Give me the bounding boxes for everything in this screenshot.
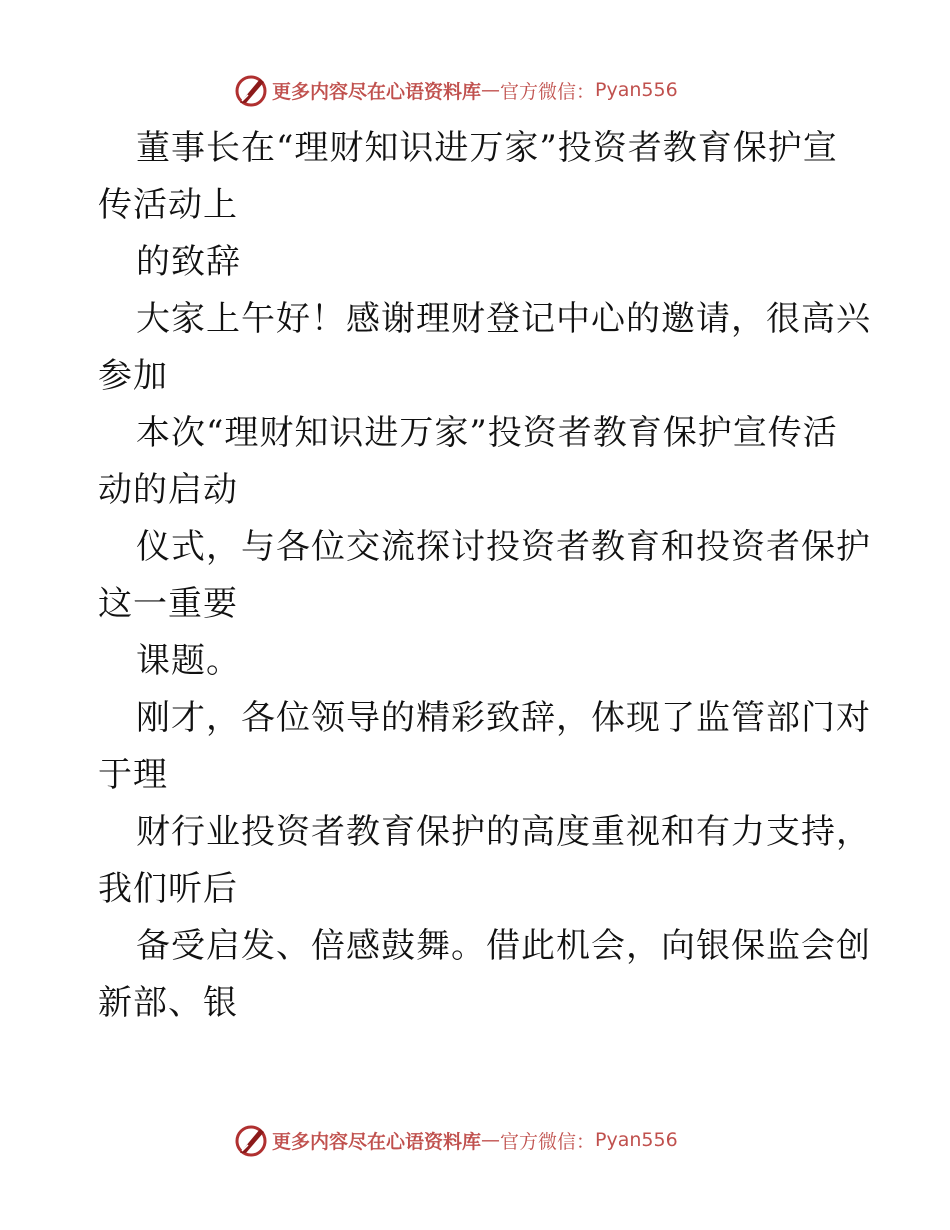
text-line: 课题。	[136, 641, 241, 681]
text-line: 财行业投资者教育保护的高度重视和有力支持，	[136, 812, 871, 852]
text-line: 刚才，各位领导的精彩致辞，体现了监管部门对	[136, 698, 871, 738]
text-line: 动的启动	[98, 470, 238, 510]
banner-wechat-label: 官方微信：	[500, 1130, 596, 1153]
footer-banner	[0, 1120, 950, 1160]
banner-separator: —	[481, 79, 501, 101]
text-line: 这一重要	[98, 584, 238, 624]
document-body	[98, 120, 871, 1032]
banner-wechat-id: Pyan556	[595, 1129, 678, 1151]
banner-slogan: 更多内容尽在心语资料库	[272, 80, 482, 103]
text-line: 大家上午好！感谢理财登记中心的邀请，很高兴	[136, 299, 871, 339]
text-line: 备受启发、倍感鼓舞。借此机会，向银保监会创	[136, 926, 871, 966]
text-line: 于理	[98, 755, 168, 795]
header-banner	[0, 70, 950, 110]
text-line: 传活动上	[98, 185, 238, 225]
quill-pen-logo-icon	[234, 1123, 268, 1157]
banner-wechat-id: Pyan556	[595, 79, 678, 101]
text-line: 我们听后	[98, 869, 238, 909]
text-line: 参加	[98, 356, 168, 396]
banner-wechat-label: 官方微信：	[500, 80, 596, 103]
banner-slogan: 更多内容尽在心语资料库	[272, 1130, 482, 1153]
text-line: 本次“理财知识进万家”投资者教育保护宣传活	[136, 413, 838, 453]
text-line: 董事长在“理财知识进万家”投资者教育保护宣	[136, 128, 838, 168]
text-line: 的致辞	[136, 242, 241, 282]
text-line: 新部、银	[98, 983, 238, 1023]
quill-pen-logo-icon	[234, 73, 268, 107]
banner-separator: —	[481, 1129, 501, 1151]
text-line: 仪式，与各位交流探讨投资者教育和投资者保护	[136, 527, 871, 567]
